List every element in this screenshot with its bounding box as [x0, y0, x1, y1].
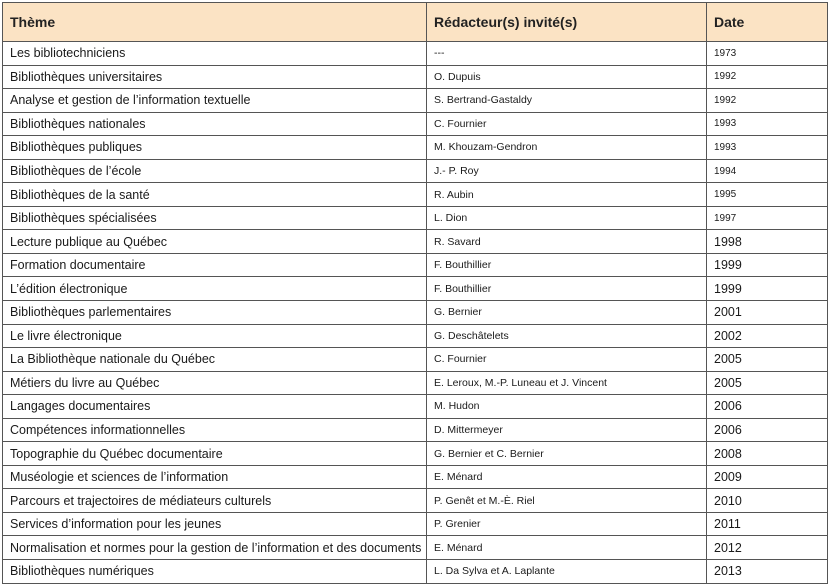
column-header-editors: Rédacteur(s) invité(s)	[427, 3, 707, 42]
editor-cell: M. Khouzam-Gendron	[427, 136, 707, 160]
date-cell: 2006	[707, 418, 828, 442]
date-cell: 1998	[707, 230, 828, 254]
theme-cell: Topographie du Québec documentaire	[3, 442, 427, 466]
date-cell: 1993	[707, 112, 828, 136]
editor-cell: P. Genêt et M.-È. Riel	[427, 489, 707, 513]
issues-table	[2, 2, 828, 584]
table-row	[3, 159, 828, 183]
theme-cell: Compétences informationnelles	[3, 418, 427, 442]
table-row	[3, 418, 828, 442]
editor-cell: P. Grenier	[427, 512, 707, 536]
table-row	[3, 489, 828, 513]
theme-cell: Bibliothèques universitaires	[3, 65, 427, 89]
table-row	[3, 42, 828, 66]
editor-cell: G. Deschâtelets	[427, 324, 707, 348]
date-cell: 2002	[707, 324, 828, 348]
theme-cell: Normalisation et normes pour la gestion de l’information et des documents	[3, 536, 427, 560]
table-row	[3, 65, 828, 89]
date-cell: 1999	[707, 277, 828, 301]
date-cell: 1994	[707, 159, 828, 183]
table-row	[3, 348, 828, 372]
date-cell: 1993	[707, 136, 828, 160]
theme-cell: Services d’information pour les jeunes	[3, 512, 427, 536]
table-row	[3, 301, 828, 325]
editor-cell: J.- P. Roy	[427, 159, 707, 183]
editor-cell: C. Fournier	[427, 348, 707, 372]
date-cell: 1992	[707, 65, 828, 89]
theme-cell: Métiers du livre au Québec	[3, 371, 427, 395]
table-row	[3, 206, 828, 230]
editor-cell: R. Aubin	[427, 183, 707, 207]
theme-cell: Muséologie et sciences de l’information	[3, 465, 427, 489]
editor-cell: E. Ménard	[427, 465, 707, 489]
editor-cell: F. Bouthillier	[427, 253, 707, 277]
theme-cell: Les bibliotechniciens	[3, 42, 427, 66]
date-cell: 1995	[707, 183, 828, 207]
theme-cell: La Bibliothèque nationale du Québec	[3, 348, 427, 372]
date-cell: 2011	[707, 512, 828, 536]
theme-cell: Analyse et gestion de l’information textuelle	[3, 89, 427, 113]
date-cell: 2010	[707, 489, 828, 513]
date-cell: 2006	[707, 395, 828, 419]
table-row	[3, 112, 828, 136]
date-cell: 2005	[707, 371, 828, 395]
editor-cell: M. Hudon	[427, 395, 707, 419]
table-row	[3, 253, 828, 277]
editor-cell: F. Bouthillier	[427, 277, 707, 301]
date-cell: 1997	[707, 206, 828, 230]
table-body	[3, 42, 828, 584]
theme-cell: Bibliothèques parlementaires	[3, 301, 427, 325]
table-row	[3, 277, 828, 301]
table-row	[3, 512, 828, 536]
theme-cell: L’édition électronique	[3, 277, 427, 301]
column-header-theme: Thème	[3, 3, 427, 42]
date-cell: 2001	[707, 301, 828, 325]
date-cell: 1973	[707, 42, 828, 66]
theme-cell: Lecture publique au Québec	[3, 230, 427, 254]
editor-cell: C. Fournier	[427, 112, 707, 136]
editor-cell: S. Bertrand-Gastaldy	[427, 89, 707, 113]
theme-cell: Formation documentaire	[3, 253, 427, 277]
table-row	[3, 183, 828, 207]
theme-cell: Bibliothèques de l’école	[3, 159, 427, 183]
theme-cell: Bibliothèques numériques	[3, 560, 427, 584]
date-cell: 1992	[707, 89, 828, 113]
theme-cell: Langages documentaires	[3, 395, 427, 419]
table-row	[3, 230, 828, 254]
date-cell: 2013	[707, 560, 828, 584]
table-row	[3, 560, 828, 584]
editor-cell: O. Dupuis	[427, 65, 707, 89]
editor-cell: E. Leroux, M.-P. Luneau et J. Vincent	[427, 371, 707, 395]
editor-cell: L. Dion	[427, 206, 707, 230]
table-row	[3, 395, 828, 419]
table-row	[3, 136, 828, 160]
table-row	[3, 442, 828, 466]
editor-cell: E. Ménard	[427, 536, 707, 560]
table-row	[3, 324, 828, 348]
table-row	[3, 465, 828, 489]
header-row	[3, 3, 828, 42]
theme-cell: Le livre électronique	[3, 324, 427, 348]
column-header-date: Date	[707, 3, 828, 42]
date-cell: 2012	[707, 536, 828, 560]
date-cell: 2009	[707, 465, 828, 489]
theme-cell: Bibliothèques publiques	[3, 136, 427, 160]
editor-cell: L. Da Sylva et A. Laplante	[427, 560, 707, 584]
theme-cell: Parcours et trajectoires de médiateurs culturels	[3, 489, 427, 513]
editor-cell: ---	[427, 42, 707, 66]
table-row	[3, 89, 828, 113]
editor-cell: G. Bernier et C. Bernier	[427, 442, 707, 466]
date-cell: 2008	[707, 442, 828, 466]
table-row	[3, 536, 828, 560]
date-cell: 2005	[707, 348, 828, 372]
theme-cell: Bibliothèques nationales	[3, 112, 427, 136]
table-row	[3, 371, 828, 395]
theme-cell: Bibliothèques de la santé	[3, 183, 427, 207]
theme-cell: Bibliothèques spécialisées	[3, 206, 427, 230]
editor-cell: D. Mittermeyer	[427, 418, 707, 442]
editor-cell: R. Savard	[427, 230, 707, 254]
date-cell: 1999	[707, 253, 828, 277]
editor-cell: G. Bernier	[427, 301, 707, 325]
